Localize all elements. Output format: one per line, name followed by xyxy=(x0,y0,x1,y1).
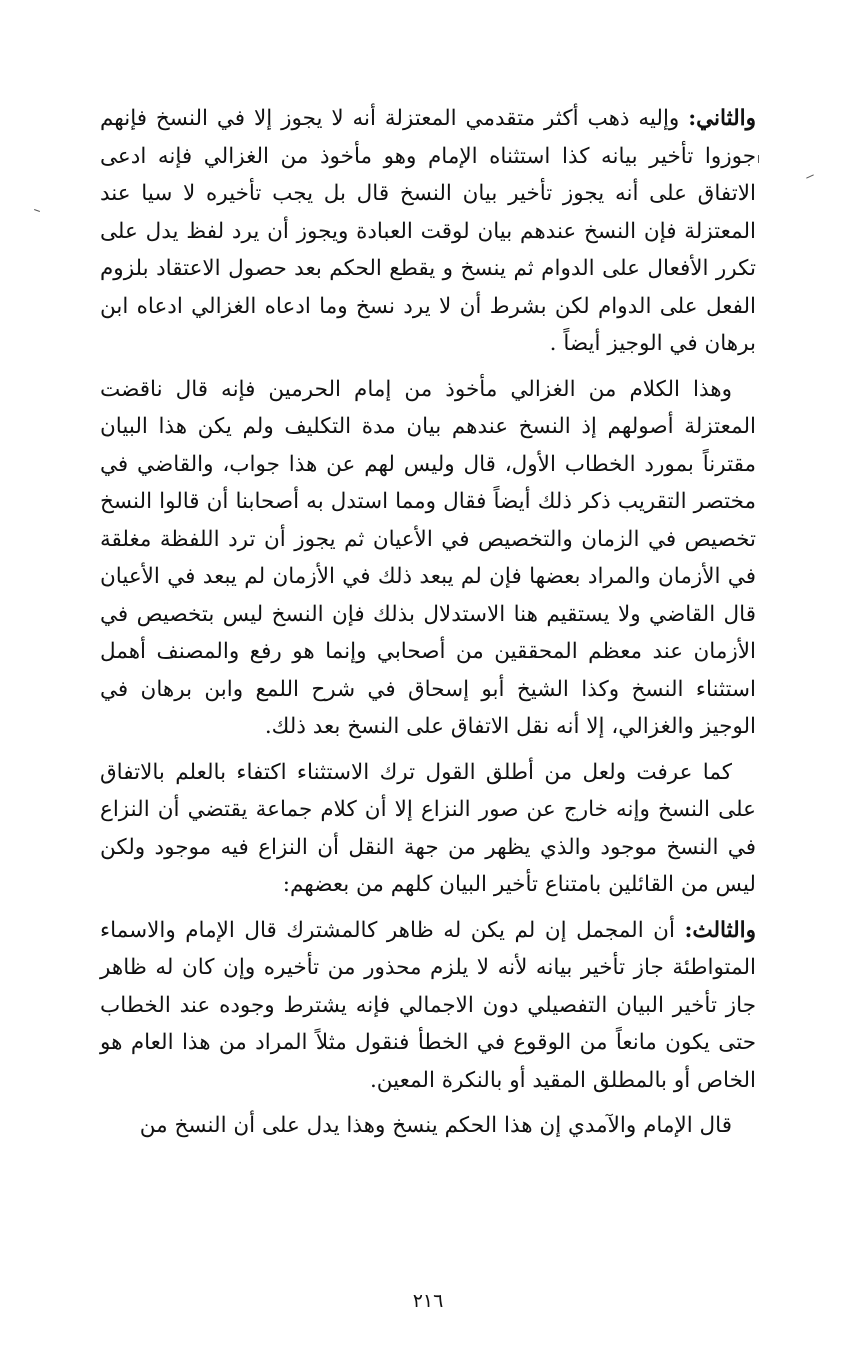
paragraph-lead: والثالث: xyxy=(684,917,756,943)
paragraph-text: أن المجمل إن لم يكن له ظاهر كالمشترك قال الإمام والاسماء المتواطئة جاز تأخير بيانه لأنه لا يلزم محذور من تأخيره وإن كان له ظاهر جاز تأخير البيان التفصيلي دون الاجمالي فإنه يشترط وجوده عند الخطاب حتى يكون مانعاً من الوقوع في الخطأ فنقول مثلاً المراد من هذا العام هو الخاص أو بالمطلق المقيد أو بالنكرة المعين. xyxy=(100,917,756,1093)
paragraph-second-opinion xyxy=(100,100,756,363)
paragraph-as-known xyxy=(100,754,756,904)
scan-speck-mark xyxy=(34,209,40,212)
paragraph-text: قال الإمام والآمدي إن هذا الحكم ينسخ وهذا يدل على أن النسخ من xyxy=(139,1113,732,1138)
page-number: ٢١٦ xyxy=(412,1290,444,1312)
paragraph-lead: والثاني: xyxy=(688,106,756,131)
scan-speck-mark xyxy=(806,174,814,178)
paragraph-text: وهذا الكلام من الغزالي مأخوذ من إمام الحرمين فإنه قال ناقضت المعتزلة أصولهم إذ النسخ عندهم بيان مدة التكليف ولم يكن هذا البيان مقترناً بمورد الخطاب الأول، قال وليس لهم عن هذا جواب، والقاضي في مختصر التقريب ذكر ذلك أيضاً فقال ومما استدل به أصحابنا أن قالوا النسخ تخصيص في الزمان والتخصيص في الأعيان ثم يجوز أن ترد اللفظة مغلقة في الأزمان والمراد بعضها فإن لم يبعد ذلك في الأزمان لم يبعد في الأعيان قال القاضي ولا يستقيم هنا الاستدلال بذلك فإن النسخ ليس بتخصيص في الأزمان عند معظم المحققين من أصحابي وإنما هو رفع والمصنف أهمل استثناء النسخ وكذا الشيخ أبو إسحاق في شرح اللمع وابن برهان في الوجيز والغزالي، إلا أنه نقل الاتفاق على النسخ بعد ذلك. xyxy=(100,376,756,739)
paragraph-text: وإليه ذهب أكثر متقدمي المعتزلة أنه لا يجوز إلا في النسخ فإنهم جوزوا تأخير بيانه كذا استثناه الإمام وهو مأخوذ من الغزالي فإنه ادعى الاتفاق على أنه يجوز تأخير بيان النسخ قال بل يجب تأخيره لا سيا عند المعتزلة فإن النسخ عندهم بيان لوقت العبادة ويجوز أن يرد لفظ يدل على تكرر الأفعال على الدوام ثم ينسخ و يقطع الحكم بعد حصول الاعتقاد بلزوم الفعل على الدوام لكن بشرط أن لا يرد نسخ وما ادعاه الغزالي ادعاه ابن برهان في الوجيز أيضاً . xyxy=(100,106,756,356)
paragraph-imam-amidi xyxy=(100,1107,756,1145)
paragraph-third-opinion xyxy=(100,912,756,1100)
body-text xyxy=(100,100,756,1145)
paragraph-text: كما عرفت ولعل من أطلق القول ترك الاستثناء اكتفاء بالعلم بالاتفاق على النسخ وإنه خارج عن صور النزاع إلا أن كلام جماعة يقتضي أن النزاع في النسخ موجود والذي يظهر من جهة النقل أن النزاع فيه موجود ولكن ليس من القائلين بامتناع تأخير البيان كلهم من بعضهم: xyxy=(100,759,756,897)
scan-speck-mark xyxy=(758,155,759,163)
paragraph-ghazali-imam xyxy=(100,371,756,746)
